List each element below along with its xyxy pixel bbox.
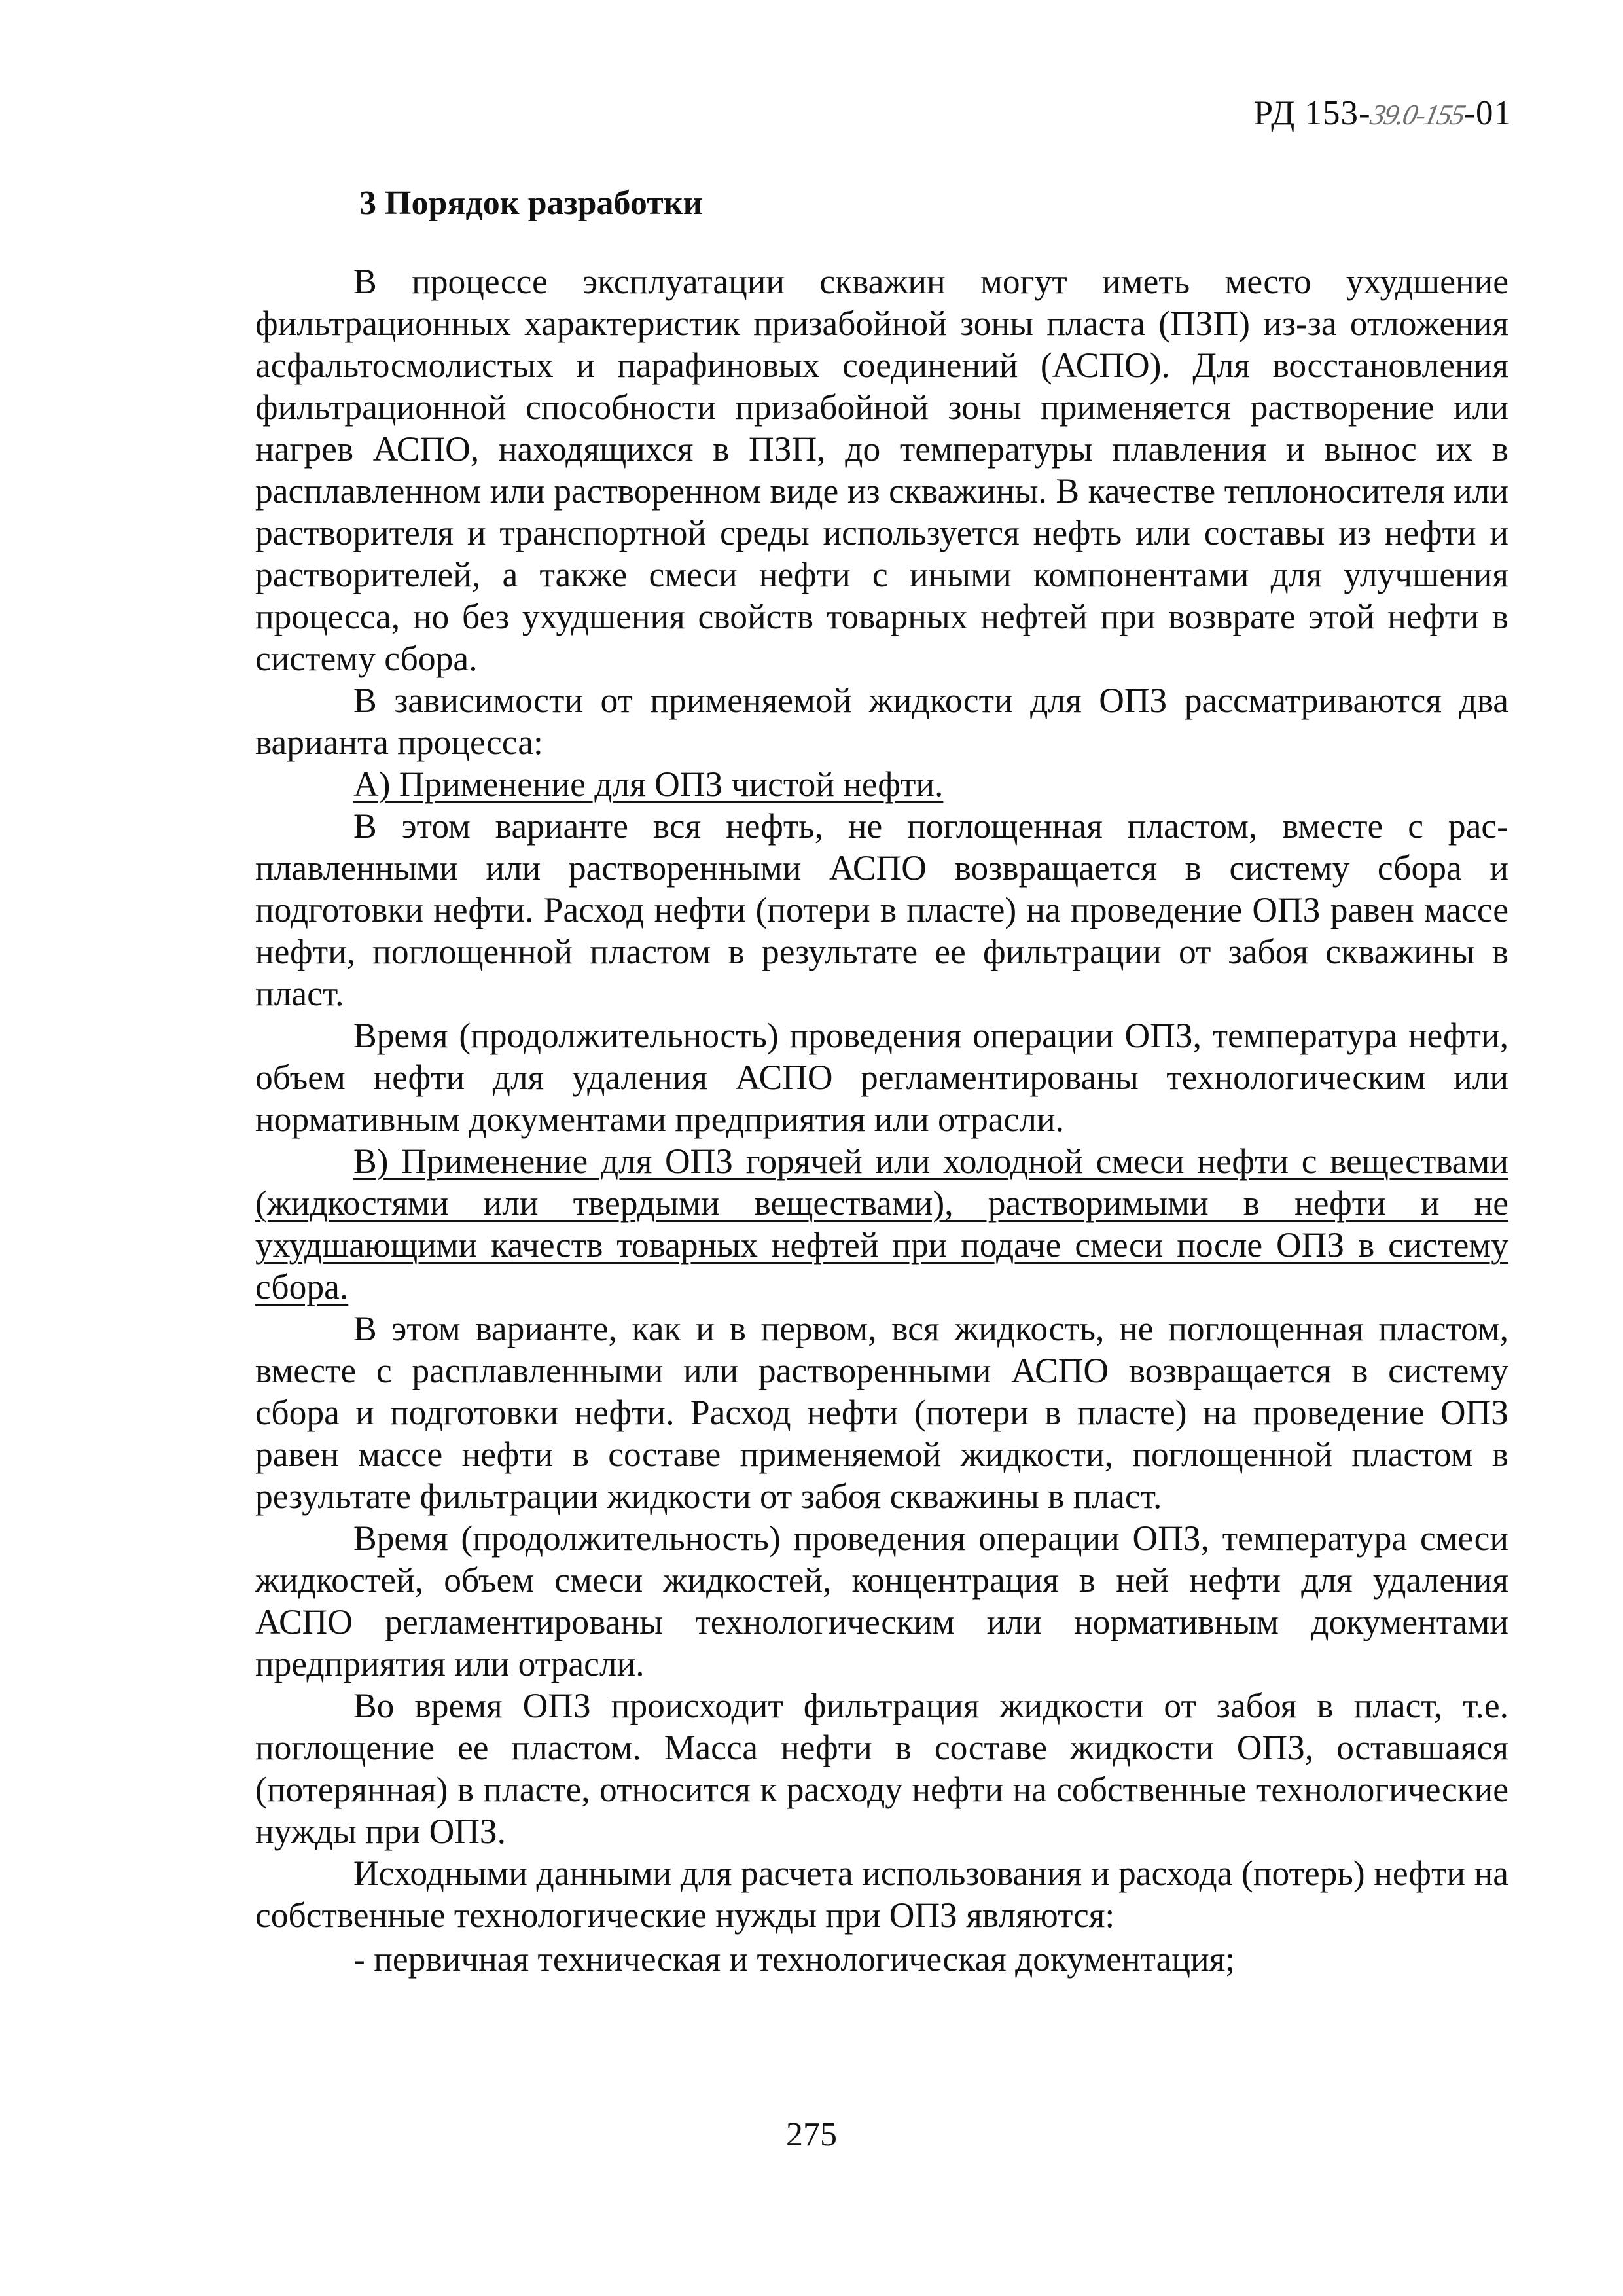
page-number: 275 [786, 2116, 837, 2153]
paragraph-intro: В процессе эксплуатации скважин могут иметь место ухудшение фильтрационных характеристик призабойной зоны пласта (ПЗП) из-за отложения асфальтосмолистых и парафиновых соединений (АСПО). Для восстановления фильтрационной способности призабойной зоны применяется растворение или нагрев АСПО, находящихся в ПЗП, до температуры плавления и вынос их в расплавленном или растворенном виде из скважины. В качестве теплоносителя или растворителя и транспортной среды используется нефть или составы из нефти и растворителей, а также смеси нефти с иными компонентами для улучшения процесса, но без ухудшения свойств товарных нефтей при возврате этой нефти в систему сбора. [255, 262, 1508, 678]
document-code-suffix: -01 [1463, 94, 1512, 132]
document-code-smudged-part: 39.0-155 [1367, 99, 1467, 131]
paragraph-variant-b-regulation: Время (продолжительность) проведения операции ОПЗ, температура смеси жидкостей, объем смеси жидкостей, концентрация в ней нефти для удаления АСПО регламентированы технологическим или нормативным документами предприятия или отрасли. [255, 1518, 1508, 1683]
document-code [1254, 90, 1512, 138]
variant-a-heading [255, 763, 1508, 805]
document-code-prefix: РД 153- [1253, 94, 1371, 132]
paragraph-input-data: Исходными данными для расчета использования и расхода (потерь) нефти на собственные технологические нужды при ОПЗ являются: [255, 1854, 1508, 1935]
body-text [255, 260, 1508, 1980]
variant-b-heading [255, 1140, 1508, 1308]
variant-a-heading-text: А) Применение для ОПЗ чистой нефти. [353, 764, 944, 804]
variant-b-heading-text: В) Применение для ОПЗ горячей или холодной смеси нефти с веществами (жидкостями или твердыми веществами), растворимыми в нефти и не ухудшающими качеств товарных нефтей при подаче смеси после ОПЗ в систему сбора. [255, 1141, 1508, 1306]
paragraph-filtration: Во время ОПЗ происходит фильтрация жидкости от забоя в пласт, т.е. поглощение ее пластом. Масса нефти в составе жидкости ОПЗ, оставшаяся (потерянная) в пласте, относится к расходу нефти на собственные технологические нужды при ОПЗ. [255, 1686, 1508, 1851]
section-heading: 3 Порядок разработки [359, 185, 703, 222]
paragraph-variants-intro: В зависимости от применяемой жидкости для ОПЗ рассматриваются два варианта процесса: [255, 681, 1508, 762]
paragraph-variant-b-description: В этом варианте, как и в первом, вся жидкость, не поглощенная пластом, вместе с расплавленными или растворенными АСПО возвращается в систему сбора и подготовки нефти. Расход нефти (потери в пласте) на проведение ОПЗ равен массе нефти в составе применяемой жидкости, поглощенной пластом в результате фильтрации жидкости от забоя скважины в пласт. [255, 1309, 1508, 1516]
list-item-documentation: - первичная техническая и технологическая документация; [353, 1939, 1236, 1979]
paragraph-variant-a-description: В этом варианте вся нефть, не поглощенная пластом, вместе с расплавленными или растворенными АСПО возвращается в систему сбора и подготовки нефти. Расход нефти (потери в пласте) на проведение ОПЗ равен массе нефти, поглощенной пластом в результате ее фильтрации от забоя скважины в пласт. [255, 806, 1508, 1013]
paragraph-variant-a-regulation: Время (продолжительность) проведения операции ОПЗ, температура нефти, объем нефти для удаления АСПО регламентированы технологическим или нормативным документами предприятия или отрасли. [255, 1016, 1508, 1139]
